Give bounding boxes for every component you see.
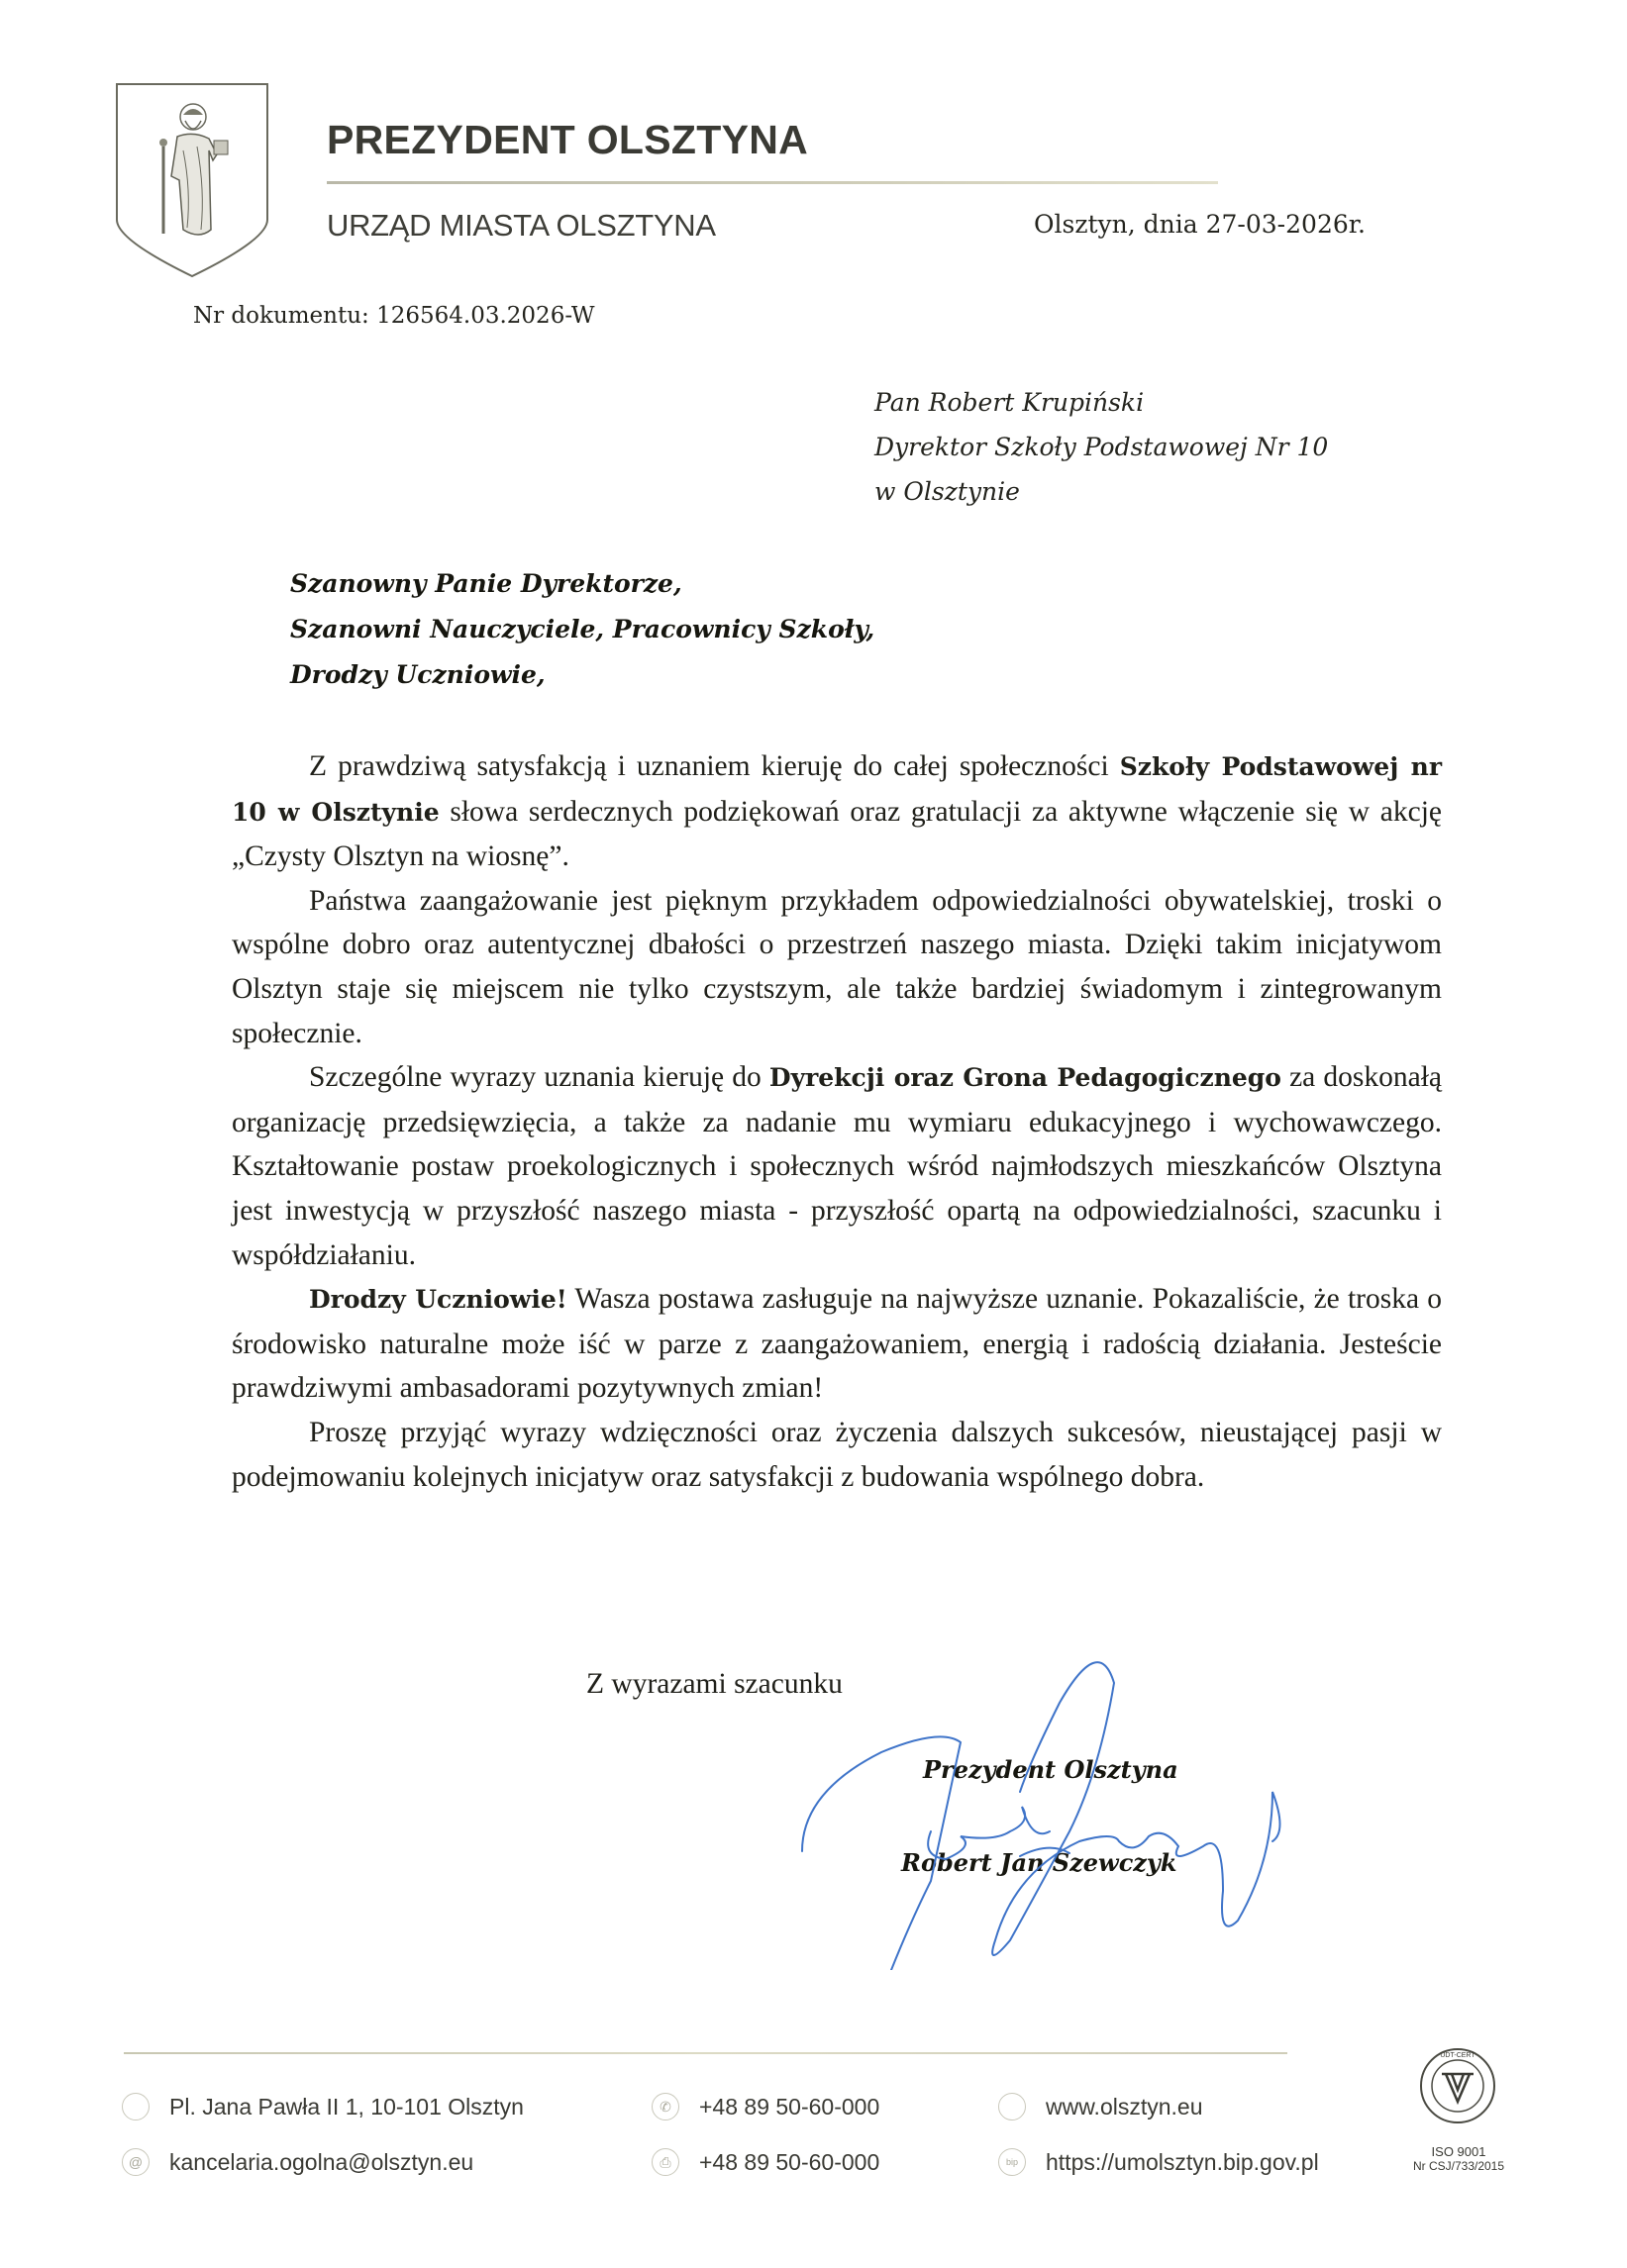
signer-name: Robert Jan Szewczyk: [901, 1848, 1177, 1877]
udt-cert-badge-icon: [1418, 2046, 1497, 2125]
recipient-location: w Olsztynie: [874, 477, 1020, 506]
salutation-line: Szanowny Panie Dyrektorze,: [290, 569, 682, 598]
phone-icon: ✆: [652, 2093, 679, 2120]
letter-date: Olsztyn, dnia 27-03-2026r.: [1034, 210, 1366, 239]
cert-badge-label: UDT-CERT: [1440, 2052, 1475, 2059]
body-paragraph: Drodzy Uczniowie! Wasza postawa zasługuje na najwyższe uznanie. Pokazaliście, że troska o środowisko naturalne może iść w parze z zaangażowaniem, energią i radością działania. Jesteście prawdziwymi ambasadorami pozytywnych zmian!: [232, 1283, 1442, 1405]
signer-role: Prezydent Olsztyna: [923, 1755, 1178, 1784]
iso-standard: ISO 9001: [1431, 2144, 1486, 2159]
salutation-line: Drodzy Uczniowie,: [290, 660, 546, 689]
coat-of-arms-icon: [114, 81, 270, 279]
letterhead-subtitle: URZĄD MIASTA OLSZTYNA: [327, 208, 716, 243]
recipient-block: [874, 380, 1328, 514]
bold-students: Drodzy Uczniowie!: [309, 1285, 567, 1315]
letterhead-title: PREZYDENT OLSZTYNA: [327, 117, 809, 162]
recipient-position: Dyrektor Szkoły Podstawowej Nr 10: [874, 433, 1329, 461]
letter-body: [232, 744, 1442, 1499]
salutation-block: [290, 561, 874, 698]
bold-school-name: Szkoły Podstawowej nr 10 w Olsztynie: [232, 752, 1442, 827]
cert-number: Nr CSJ/733/2015: [1412, 2159, 1505, 2173]
globe-icon: [998, 2093, 1026, 2120]
closing-phrase: Z wyrazami szacunku: [586, 1668, 843, 1700]
footer-address: [122, 2093, 524, 2120]
handwritten-signature-icon: [772, 1643, 1287, 1970]
recipient-name: Pan Robert Krupiński: [874, 388, 1145, 417]
email-link[interactable]: kancelaria.ogolna@olsztyn.eu: [169, 2148, 474, 2175]
footer-phone[interactable]: [652, 2093, 879, 2120]
location-icon: [122, 2093, 150, 2120]
bold-staff: Dyrekcji oraz Grona Pedagogicznego: [768, 1063, 1281, 1093]
address-text: Pl. Jana Pawła II 1, 10-101 Olsztyn: [169, 2093, 524, 2120]
phone-text[interactable]: +48 89 50-60-000: [699, 2093, 880, 2120]
footer-email[interactable]: [122, 2148, 473, 2176]
letterhead-divider: [327, 181, 1218, 184]
salutation-line: Szanowni Nauczyciele, Pracownicy Szkoły,: [290, 615, 875, 643]
signature-stroke: [992, 1662, 1279, 1955]
body-paragraph: Z prawdziwą satysfakcją i uznaniem kieruję do całej społeczności Szkoły Podstawowej nr 10 w Olsztynie słowa serdecznych podziękowań oraz gratulacji za aktywne włączenie się w akcję „Czysty Olsztyn na wiosnę”.: [232, 750, 1442, 873]
bip-link[interactable]: https://umolsztyn.bip.gov.pl: [1046, 2148, 1319, 2175]
bip-icon: bip: [998, 2148, 1026, 2176]
footer-bip[interactable]: [998, 2148, 1319, 2176]
website-link[interactable]: www.olsztyn.eu: [1046, 2093, 1203, 2120]
at-icon: @: [122, 2148, 150, 2176]
body-paragraph: Proszę przyjąć wyrazy wdzięczności oraz życzenia dalszych sukcesów, nieustającej pasji w podejmowaniu kolejnych inicjatyw oraz satysfakcji z budowania wspólnego dobra.: [232, 1416, 1442, 1493]
footer-fax: [652, 2148, 879, 2176]
certification-info: [1384, 2144, 1533, 2174]
body-paragraph: Państwa zaangażowanie jest pięknym przykładem odpowiedzialności obywatelskiej, troski o wspólne dobro oraz autentycznej dbałości o przestrzeń naszego miasta. Dzięki takim inicjatywom Olsztyn staje się miejscem nie tylko czystszym, ale także bardziej świadomym i zintegrowanym społecznie.: [232, 884, 1442, 1049]
document-number: Nr dokumentu: 126564.03.2026-W: [193, 303, 595, 329]
body-paragraph: Szczególne wyrazy uznania kieruję do Dyrekcji oraz Grona Pedagogicznego za doskonałą organizację przedsięwzięcia, a także za nadanie mu wymiaru edukacyjnego i wychowawczego. Kształtowanie postaw proekologicznych i społecznych wśród najmłodszych mieszkańców Olsztyna jest inwestycją w przyszłość naszego miasta - przyszłość opartą na odpowiedzialności, szacunku i współdziałaniu.: [232, 1061, 1442, 1271]
fax-icon: ⎙: [652, 2148, 679, 2176]
footer-divider: [124, 2052, 1287, 2054]
fax-text: +48 89 50-60-000: [699, 2148, 880, 2175]
footer-website[interactable]: [998, 2093, 1203, 2120]
